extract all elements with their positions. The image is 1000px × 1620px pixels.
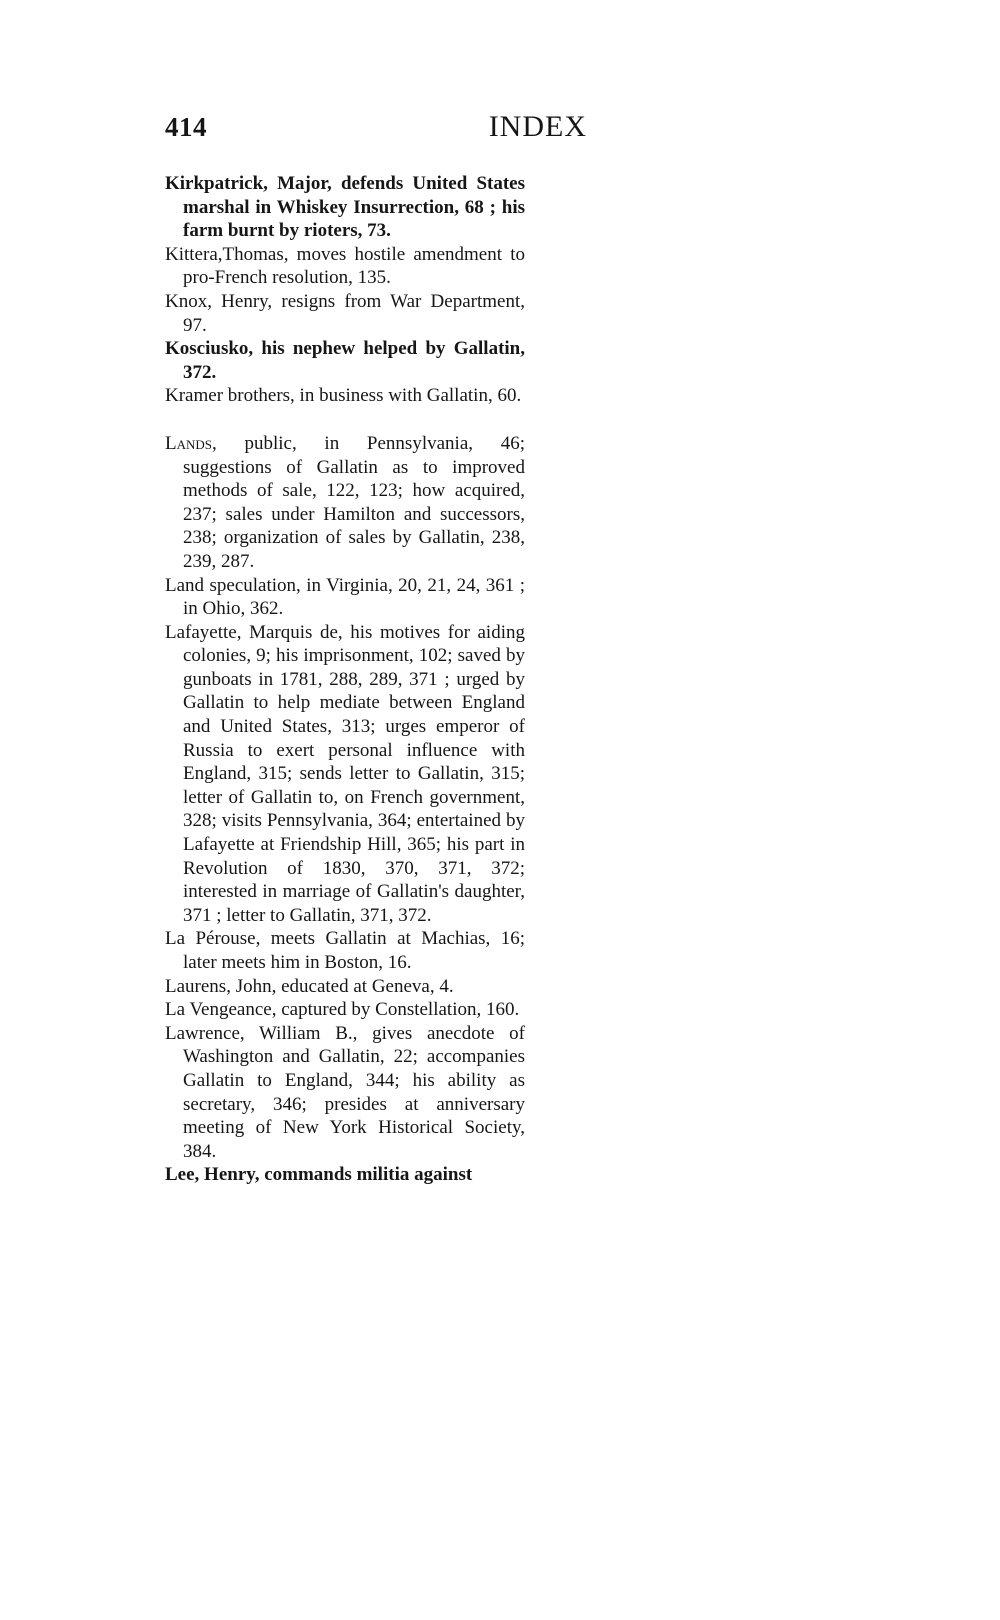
index-entry-lee	[165, 1163, 525, 1187]
page-header	[165, 112, 587, 152]
index-entry-lands	[165, 432, 525, 574]
entry-heading: La Vengeance,	[165, 999, 277, 1021]
entry-heading: Lawrence,	[165, 1022, 245, 1044]
index-column	[165, 172, 525, 1187]
entry-text: public, in Pennsylvania, 46; suggestions of Gallatin as to improved methods of sale, 122, 123; how acquired, 237; sales under Hamilton and successors, 238; organization of sales by Gallatin, 238, 239, 287.	[183, 432, 525, 572]
entry-text: Marquis de, his motives for aiding colonies, 9; his imprisonment, 102; saved by gunboats in 1781, 288, 289, 371 ; urged by Gallatin to help mediate between England and United States, 313; urges emperor of Russia to exert personal influence with England, 315; sends letter to Gallatin, 315; letter of Gallatin to, on French government, 328; visits Pennsylvania, 364; entertained by Lafayette at Friendship Hill, 365; his part in Revolution of 1830, 370, 371, 372; interested in marriage of Gallatin's daughter, 371 ; letter to Gallatin, 371, 372.	[183, 621, 525, 926]
entry-heading: La Pérouse,	[165, 928, 261, 950]
index-entry-la-perouse	[165, 927, 525, 974]
entry-text: William B., gives anecdote of Washington and Gallatin, 22; accompanies Gallatin to England, 344; his ability as secretary, 346; presides at anniversary meeting of New York Historical Society, 384.	[183, 1022, 525, 1162]
entry-heading: Knox,	[165, 290, 212, 312]
entry-text: Henry, commands militia against	[199, 1164, 473, 1186]
entry-heading: Lands,	[165, 432, 217, 454]
index-entry-kirkpatrick	[165, 172, 525, 243]
index-entry-knox	[165, 290, 525, 337]
entry-text: captured by Constellation, 160.	[276, 999, 520, 1021]
entry-heading: Kramer	[165, 385, 224, 407]
entry-heading: Kittera,	[165, 243, 223, 265]
index-entry-la-vengeance	[165, 998, 525, 1022]
entry-heading: Kosciusko,	[165, 338, 254, 360]
index-section-k	[165, 172, 525, 408]
entry-text: brothers, in business with Gallatin, 60.	[223, 385, 522, 407]
entry-text: Major, defends United States marshal in Whiskey Insurrection, 68 ; his farm burnt by rioters, 73.	[183, 173, 525, 242]
entry-text: Henry, resigns from War Department, 97.	[183, 290, 525, 336]
entry-text: his nephew helped by Gallatin, 372.	[183, 338, 525, 383]
entry-text: meets Gallatin at Machias, 16; later meets him in Boston, 16.	[183, 928, 525, 973]
running-head: INDEX	[488, 110, 587, 143]
entry-heading: Kirkpatrick,	[165, 173, 268, 194]
index-section-l	[165, 432, 525, 1187]
entry-text: Thomas, moves hostile amendment to pro-French resolution, 135.	[183, 243, 525, 289]
index-entry-lawrence	[165, 1022, 525, 1164]
index-entry-kosciusko	[165, 337, 525, 384]
section-divider	[165, 408, 525, 432]
entry-heading: Lee,	[165, 1164, 200, 1186]
entry-heading: Lafayette,	[165, 621, 242, 643]
entry-heading: Laurens,	[165, 975, 231, 997]
entry-text: speculation, in Virginia, 20, 21, 24, 361 ; in Ohio, 362.	[183, 574, 525, 620]
index-entry-kramer	[165, 384, 525, 408]
entry-text: John, educated at Geneva, 4.	[230, 975, 454, 997]
index-entry-lafayette	[165, 621, 525, 928]
entry-heading: Land	[165, 574, 205, 596]
index-entry-land-speculation	[165, 574, 525, 621]
page-number: 414	[165, 112, 207, 142]
index-entry-laurens	[165, 975, 525, 999]
index-entry-kittera	[165, 243, 525, 290]
